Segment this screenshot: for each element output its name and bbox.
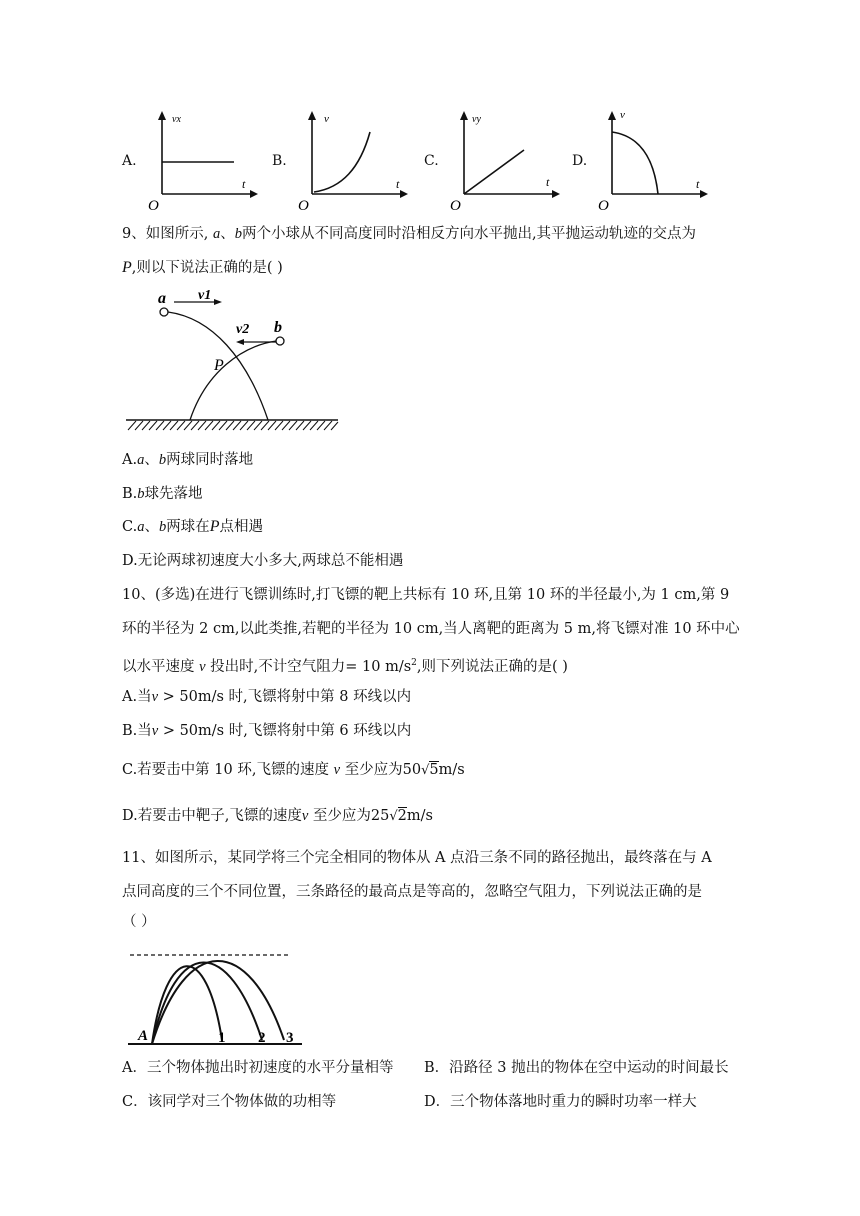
q8-graph-c [442, 108, 562, 216]
q11-option-b: B．沿路径 3 抛出的物体在空中运动的时间最长 [424, 1060, 729, 1076]
q9-figure [122, 288, 344, 438]
q10-option-b: B.当v > 50m/s 时,飞镖将射中第 6 环线以内 [122, 723, 412, 739]
q8-option-b-label: B. [272, 153, 287, 169]
svg-text:t: t [242, 177, 246, 191]
q8-option-c-label: C. [424, 153, 439, 169]
q11-option-d: D．三个物体落地时重力的瞬时功率一样大 [424, 1094, 697, 1110]
svg-text:t: t [396, 177, 400, 191]
q9-fig-label-b: b [274, 319, 282, 336]
svg-text:O: O [298, 198, 309, 214]
svg-text:O: O [450, 198, 461, 214]
q8-graph-a-vaxis: vx [172, 114, 181, 125]
q8-option-a-label: A. [122, 153, 137, 169]
q9-option-c: C.a、b两球在P点相遇 [122, 518, 263, 535]
q8-option-d-label: D. [572, 153, 588, 169]
svg-text:t: t [546, 175, 550, 189]
svg-text:O: O [148, 198, 159, 214]
q11-fig-label-2: 2 [258, 1030, 266, 1046]
q11-stem-line3: （ ） [122, 914, 156, 930]
q9-stem-line2: P,则以下说法正确的是( ) [122, 259, 283, 276]
q11-option-a: A．三个物体抛出时初速度的水平分量相等 [122, 1060, 394, 1076]
q10-option-a: A.当v > 50m/s 时,飞镖将射中第 8 环线以内 [122, 689, 412, 705]
svg-text:v: v [324, 113, 329, 125]
q10-stem-line3: 以水平速度 v 投出时,不计空气阻力= 10 $m/s^2$,则下列说法正确的是( ) [122, 658, 568, 675]
svg-text:O: O [598, 198, 609, 214]
q8-graph-b [290, 108, 410, 216]
svg-text:v: v [620, 109, 625, 121]
svg-text:vy: vy [472, 114, 481, 125]
q11-fig-label-a: A [138, 1028, 149, 1044]
q9-option-d: D.无论两球初速度大小多大,两球总不能相遇 [122, 553, 404, 569]
svg-text:t: t [696, 177, 700, 191]
q9-fig-label-a: a [158, 290, 166, 307]
q11-stem-line1: 11、如图所示，某同学将三个完全相同的物体从 A 点沿三条不同的路径抛出，最终落在与 A [122, 850, 712, 866]
q11-figure [122, 944, 308, 1050]
q8-graph-d [590, 108, 710, 216]
q10-option-d: D.若要击中靶子,飞镖的速度v 至少应为25√2m/s [122, 808, 433, 824]
q9-fig-label-p: P [214, 357, 224, 374]
q11-fig-label-3: 3 [286, 1030, 294, 1046]
q9-option-b: B.b球先落地 [122, 486, 203, 502]
q9-option-a: A.a、b两球同时落地 [122, 452, 254, 468]
q10-stem-line1: 10、(多选)在进行飞镖训练时,打飞镖的靶上共标有 10 环,且第 10 环的半径最小,为 1 cm,第 9 [122, 587, 730, 603]
q11-fig-label-1: 1 [218, 1030, 226, 1046]
q9-stem-line1: 9、如图所示, a、b两个小球从不同高度同时沿相反方向水平抛出,其平抛运动轨迹的交点为 [122, 226, 697, 242]
q9-fig-label-v2: v2 [236, 322, 250, 337]
q10-option-c: C.若要击中第 10 环,飞镖的速度 v 至少应为50√5m/s [122, 762, 465, 778]
q9-fig-label-v1: v1 [198, 288, 212, 303]
q11-stem-line2: 点同高度的三个不同位置，三条路径的最高点是等高的，忽略空气阻力，下列说法正确的是 [122, 884, 702, 900]
q10-stem-line2: 环的半径为 2 cm,以此类推,若靶的半径为 10 cm,当人离靶的距离为 5 m,将飞镖对准 10 环中心 [122, 621, 740, 637]
q11-option-c: C．该同学对三个物体做的功相等 [122, 1094, 337, 1110]
q8-graph-a [140, 108, 260, 216]
